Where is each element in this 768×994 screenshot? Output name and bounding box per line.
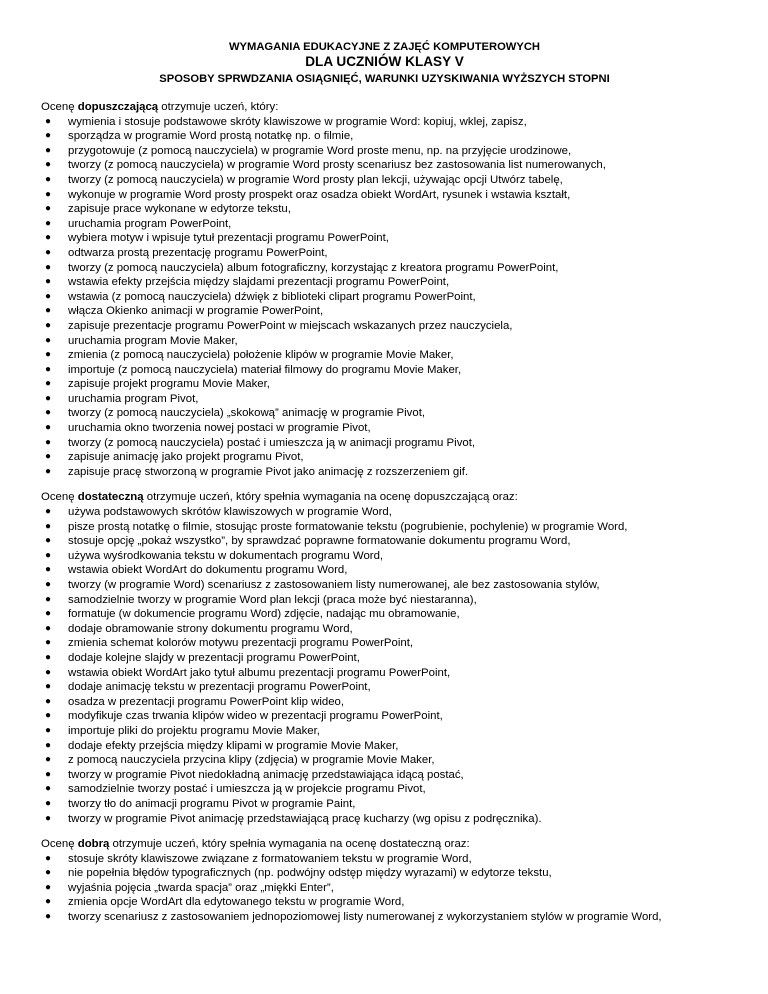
list-item [41, 465, 728, 480]
bullet-icon: ● [45, 783, 52, 795]
grade-section [41, 490, 728, 826]
list-item-text: stosuje opcję „pokaż wszystko”, by sprawdzać poprawne formatowanie dokumentu programu Word, [68, 535, 571, 548]
section-intro [41, 837, 728, 852]
list-item [41, 739, 728, 754]
bullet-icon: ● [45, 754, 52, 766]
list-item [41, 158, 728, 173]
bullet-icon: ● [45, 232, 52, 244]
list-item-text: stosuje skróty klawiszowe związane z formatowaniem tekstu w programie Word, [68, 852, 472, 865]
bullet-icon: ● [45, 261, 52, 273]
list-item-text: tworzy (z pomocą nauczyciela) w programie Word prosty plan lekcji, używając opcji Utwórz tabelę, [68, 173, 563, 186]
bullet-icon: ● [45, 451, 52, 463]
bullet-icon: ● [45, 436, 52, 448]
list-item-text: zapisuje prace wykonane w edytorze tekstu, [68, 203, 291, 216]
bullet-icon: ● [45, 881, 52, 893]
list-item-text: tworzy (w programie Word) scenariusz z zastosowaniem listy numerowanej, ale bez zastosowania stylów, [68, 579, 600, 591]
bullet-icon: ● [45, 812, 52, 824]
list-item-text: tworzy w programie Pivot niedokładną animację przedstawiająca idącą postać, [68, 768, 464, 781]
list-item [41, 363, 728, 378]
list-item-text: wykonuje w programie Word prosty prospekt oraz osadza obiekt WordArt, rysunek i wstawia kształt, [68, 188, 571, 201]
grade-section [41, 837, 728, 925]
bullet-icon: ● [45, 593, 52, 605]
list-item [41, 421, 728, 436]
header-class: DLA UCZNIÓW KLASY V [305, 54, 464, 69]
bullet-icon: ● [45, 681, 52, 693]
list-item [41, 505, 728, 520]
list-item-text: zapisuje pracę stworzoną w programie Pivot jako animację z rozszerzeniem gif. [68, 465, 469, 478]
list-item [41, 549, 728, 564]
list-item-text: wstawia efekty przejścia między slajdami prezentacji programu PowerPoint, [68, 276, 450, 289]
intro-prefix: Ocenę [41, 838, 78, 851]
bullet-icon: ● [45, 520, 52, 532]
bullet-icon: ● [45, 305, 52, 317]
list-item-text: dodaje obramowanie strony dokumentu programu Word, [68, 622, 353, 635]
list-item-text: wyjaśnia pojęcia „twarda spacja” oraz „miękki Enter”, [68, 881, 334, 894]
list-item [41, 202, 728, 217]
list-item-text: osadza w prezentacji programu PowerPoint klip wideo, [68, 695, 345, 708]
list-item-text: wybiera motyw i wpisuje tytuł prezentacji programu PowerPoint, [68, 232, 389, 245]
bullet-icon: ● [45, 637, 52, 649]
list-item [41, 261, 728, 276]
bullet-icon: ● [45, 203, 52, 215]
list-item-text: uruchamia program Pivot, [68, 392, 199, 405]
list-item [41, 797, 728, 812]
list-item [41, 636, 728, 651]
list-item [41, 593, 728, 608]
list-item [41, 563, 728, 578]
bullet-icon: ● [45, 188, 52, 200]
list-item-text: importuje (z pomocą nauczyciela) materiał filmowy do programu Movie Maker, [68, 363, 462, 376]
list-item-text: z pomocą nauczyciela przycina klipy (zdjęcia) w programie Movie Maker, [68, 754, 435, 767]
list-item-text: zapisuje animację jako projekt programu Pivot, [68, 451, 304, 464]
list-item [41, 866, 728, 881]
bullet-icon: ● [45, 276, 52, 288]
bullet-icon: ● [45, 173, 52, 185]
bullet-icon: ● [45, 144, 52, 156]
list-item-text: wymienia i stosuje podstawowe skróty klawiszowe w programie Word: kopiuj, wklej, zapisz, [68, 115, 527, 128]
list-item [41, 666, 728, 681]
list-item [41, 144, 728, 159]
list-item [41, 290, 728, 305]
list-item-text: wstawia obiekt WordArt do dokumentu programu Word, [68, 564, 348, 577]
bullet-icon: ● [45, 608, 52, 620]
requirements-list [41, 115, 728, 480]
bullet-icon: ● [45, 422, 52, 434]
list-item-text: używa podstawowych skrótów klawiszowych w programie Word, [68, 506, 392, 519]
list-item-text: tworzy scenariusz z zastosowaniem jednopoziomowej listy numerowanej z wykorzystaniem stylów w programie Word, [68, 911, 662, 924]
bullet-icon: ● [45, 349, 52, 361]
bullet-icon: ● [45, 465, 52, 477]
bullet-icon: ● [45, 535, 52, 547]
list-item-text: zmienia (z pomocą nauczyciela) położenie klipów w programie Movie Maker, [68, 349, 454, 362]
list-item [41, 709, 728, 724]
list-item [41, 377, 728, 392]
list-item-text: tworzy w programie Pivot animację przedstawiającą pracę kucharzy (wg opisu z podręcznika). [68, 812, 542, 825]
list-item-text: tworzy (z pomocą nauczyciela) album fotograficzny, korzystając z kreatora programu PowerPoint, [68, 261, 559, 274]
bullet-icon: ● [45, 564, 52, 576]
list-item [41, 782, 728, 797]
bullet-icon: ● [45, 896, 52, 908]
bullet-icon: ● [45, 363, 52, 375]
bullet-icon: ● [45, 666, 52, 678]
list-item [41, 275, 728, 290]
list-item [41, 534, 728, 549]
list-item-text: zmienia opcje WordArt dla edytowanego tekstu w programie Word, [68, 896, 405, 909]
intro-suffix: otrzymuje uczeń, który spełnia wymagania na ocenę dostateczną oraz: [109, 838, 470, 851]
list-item-text: nie popełnia błędów typograficznych (np. podwójny odstęp między wyrazami) w edytorze tekstu, [68, 867, 552, 880]
list-item-text: uruchamia program Movie Maker, [68, 334, 238, 347]
list-item-text: zmienia schemat kolorów motywu prezentacji programu PowerPoint, [68, 637, 414, 650]
header-subtitle: SPOSOBY SPRWDZANIA OSIĄGNIĘĆ, WARUNKI UZYSKIWANIA WYŻSZYCH STOPNI [159, 73, 610, 85]
list-item [41, 304, 728, 319]
intro-suffix: otrzymuje uczeń, który spełnia wymagania na ocenę dopuszczającą oraz: [143, 491, 518, 504]
list-item-text: modyfikuje czas trwania klipów wideo w prezentacji programu PowerPoint, [68, 710, 443, 723]
list-item [41, 246, 728, 261]
list-item [41, 319, 728, 334]
bullet-icon: ● [45, 724, 52, 736]
bullet-icon: ● [45, 867, 52, 879]
list-item [41, 188, 728, 203]
bullet-icon: ● [45, 579, 52, 590]
bullet-icon: ● [45, 549, 52, 561]
list-item-text: używa wyśrodkowania tekstu w dokumentach programu Word, [68, 549, 384, 562]
list-item [41, 348, 728, 363]
section-intro [41, 100, 728, 115]
list-item [41, 436, 728, 451]
list-item-text: formatuje (w dokumencie programu Word) zdjęcie, nadając mu obramowanie, [68, 608, 460, 621]
list-item [41, 651, 728, 666]
bullet-icon: ● [45, 506, 52, 518]
bullet-icon: ● [45, 739, 52, 751]
list-item-text: uruchamia program PowerPoint, [68, 217, 232, 230]
list-item-text: włącza Okienko animacji w programie PowerPoint, [68, 305, 324, 318]
list-item [41, 881, 728, 896]
intro-prefix: Ocenę [41, 491, 78, 504]
list-item-text: zapisuje prezentacje programu PowerPoint w miejscach wskazanych przez nauczyciela, [68, 319, 513, 332]
bullet-icon: ● [45, 378, 52, 390]
list-item [41, 768, 728, 783]
bullet-icon: ● [45, 246, 52, 258]
list-item-text: samodzielnie tworzy postać i umieszcza ją w projekcie programu Pivot, [68, 783, 426, 796]
bullet-icon: ● [45, 710, 52, 722]
bullet-icon: ● [45, 651, 52, 663]
list-item [41, 578, 728, 593]
list-item-text: dodaje animację tekstu w prezentacji programu PowerPoint, [68, 681, 371, 694]
header-title: WYMAGANIA EDUKACYJNE Z ZAJĘĆ KOMPUTEROWYCH [229, 41, 540, 53]
section-intro [41, 490, 728, 505]
list-item [41, 910, 728, 925]
list-item [41, 607, 728, 622]
bullet-icon: ● [45, 695, 52, 707]
list-item [41, 231, 728, 246]
bullet-icon: ● [45, 768, 52, 780]
list-item-text: pisze prostą notatkę o filmie, stosując proste formatowanie tekstu (pogrubienie, pochylenie) w programie Word, [68, 520, 628, 533]
list-item [41, 695, 728, 710]
bullet-icon: ● [45, 797, 52, 809]
list-item-text: tworzy (z pomocą nauczyciela) w programie Word prosty scenariusz bez zastosowania list numerowanych, [68, 159, 606, 172]
list-item [41, 753, 728, 768]
bullet-icon: ● [45, 407, 52, 419]
bullet-icon: ● [45, 392, 52, 404]
list-item-text: wstawia (z pomocą nauczyciela) dźwięk z biblioteki clipart programu PowerPoint, [68, 290, 476, 303]
grade-name: dobrą [77, 838, 110, 851]
list-item-text: importuje pliki do projektu programu Movie Maker, [68, 724, 320, 737]
bullet-icon: ● [45, 290, 52, 302]
list-item [41, 450, 728, 465]
bullet-icon: ● [45, 334, 52, 346]
list-item [41, 724, 728, 739]
bullet-icon: ● [45, 115, 52, 127]
bullet-icon: ● [45, 622, 52, 634]
list-item-text: samodzielnie tworzy w programie Word plan lekcji (praca może być niestaranna), [68, 593, 477, 606]
bullet-icon: ● [45, 911, 52, 923]
grade-name: dostateczną [77, 491, 144, 504]
list-item-text: tworzy tło do animacji programu Pivot w programie Paint, [68, 797, 356, 810]
grade-name: dopuszczającą [77, 101, 159, 113]
list-item [41, 406, 728, 421]
list-item-text: wstawia obiekt WordArt jako tytuł albumu prezentacji programu PowerPoint, [68, 666, 451, 679]
bullet-icon: ● [45, 217, 52, 229]
list-item-text: sporządza w programie Word prostą notatkę np. o filmie, [68, 130, 354, 143]
list-item-text: dodaje efekty przejścia między klipami w programie Movie Maker, [68, 739, 399, 752]
grade-sections [41, 100, 728, 925]
intro-suffix: otrzymuje uczeń, który: [158, 101, 279, 113]
list-item [41, 173, 728, 188]
list-item [41, 852, 728, 867]
grade-section [41, 100, 728, 479]
bullet-icon: ● [45, 130, 52, 142]
list-item-text: tworzy (z pomocą nauczyciela) postać i umieszcza ją w animacji programu Pivot, [68, 436, 476, 449]
list-item-text: zapisuje projekt programu Movie Maker, [68, 378, 270, 391]
list-item [41, 680, 728, 695]
bullet-icon: ● [45, 852, 52, 864]
list-item [41, 115, 728, 130]
list-item-text: odtwarza prostą prezentację programu PowerPoint, [68, 246, 328, 259]
document-header [41, 40, 728, 86]
list-item [41, 622, 728, 637]
list-item-text: uruchamia okno tworzenia nowej postaci w programie Pivot, [68, 422, 371, 435]
bullet-icon: ● [45, 319, 52, 331]
requirements-list [41, 852, 728, 925]
list-item-text: dodaje kolejne slajdy w prezentacji programu PowerPoint, [68, 651, 360, 664]
list-item [41, 334, 728, 349]
intro-prefix: Ocenę [41, 101, 78, 113]
list-item [41, 217, 728, 232]
list-item [41, 895, 728, 910]
list-item-text: przygotowuje (z pomocą nauczyciela) w programie Word proste menu, np. na przyjęcie urodzinowe, [68, 144, 572, 157]
list-item [41, 520, 728, 535]
requirements-list [41, 505, 728, 826]
list-item [41, 392, 728, 407]
list-item [41, 812, 728, 827]
list-item [41, 129, 728, 144]
list-item-text: tworzy (z pomocą nauczyciela) „skokową” animację w programie Pivot, [68, 407, 426, 420]
bullet-icon: ● [45, 159, 52, 171]
